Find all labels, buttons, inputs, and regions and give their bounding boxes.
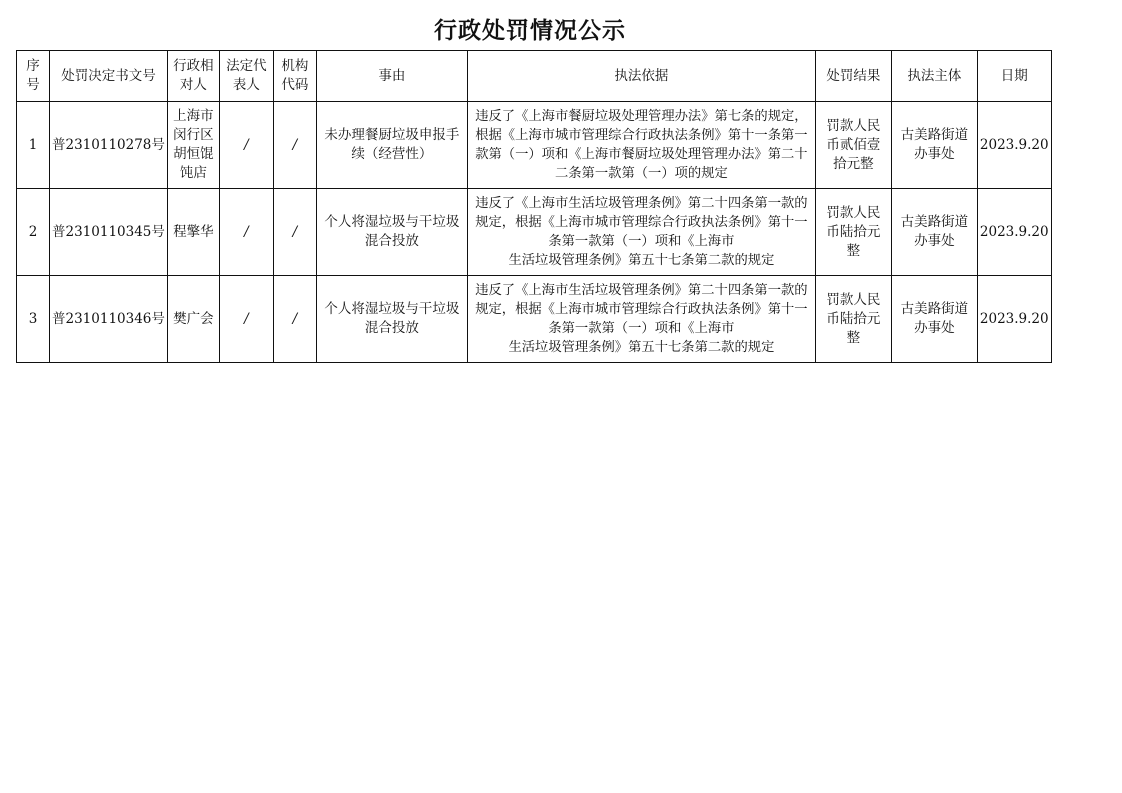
table-row [17, 102, 1052, 189]
header-doc-no: 处罚决定书文号 [50, 51, 168, 102]
header-reason: 事由 [316, 51, 467, 102]
cell-result: 罚款人民 币陆拾元 整 [815, 276, 891, 363]
header-date: 日期 [977, 51, 1051, 102]
cell-party: 程擎华 [167, 189, 219, 276]
header-result: 处罚结果 [815, 51, 891, 102]
cell-result: 罚款人民 币陆拾元 整 [815, 189, 891, 276]
cell-basis: 违反了《上海市生活垃圾管理条例》第二十四条第一款的规定，根据《上海市城市管理综合行政执法条例》第十一条第一款第（一）项和《上海市 生活垃圾管理条例》第五十七条第二款的规定 [467, 276, 815, 363]
cell-org-code: / [273, 189, 316, 276]
cell-doc-no: 普2310110346号 [50, 276, 168, 363]
cell-legal-rep: / [219, 189, 273, 276]
cell-reason: 个人将湿垃圾与干垃圾混合投放 [316, 189, 467, 276]
cell-party: 上海市 闵行区 胡恒馄 饨店 [167, 102, 219, 189]
table-row [17, 276, 1052, 363]
cell-basis: 违反了《上海市餐厨垃圾处理管理办法》第七条的规定，根据《上海市城市管理综合行政执法条例》第十一条第一款第（一）项和《上海市餐厨垃圾处理管理办法》第二十二条第一款第（一）项的规定 [467, 102, 815, 189]
penalty-table [16, 50, 1052, 363]
cell-authority: 古美路街道 办事处 [891, 189, 977, 276]
header-party: 行政相 对人 [167, 51, 219, 102]
cell-reason: 未办理餐厨垃圾申报手续（经营性） [316, 102, 467, 189]
header-seq: 序 号 [17, 51, 50, 102]
cell-result: 罚款人民 币贰佰壹 拾元整 [815, 102, 891, 189]
cell-seq: 2 [17, 189, 50, 276]
cell-date: 2023.9.20 [977, 276, 1051, 363]
header-legal-rep: 法定代 表人 [219, 51, 273, 102]
cell-doc-no: 普2310110278号 [50, 102, 168, 189]
cell-doc-no: 普2310110345号 [50, 189, 168, 276]
cell-legal-rep: / [219, 102, 273, 189]
cell-seq: 3 [17, 276, 50, 363]
cell-date: 2023.9.20 [977, 189, 1051, 276]
cell-date: 2023.9.20 [977, 102, 1051, 189]
cell-org-code: / [273, 102, 316, 189]
cell-legal-rep: / [219, 276, 273, 363]
header-basis: 执法依据 [467, 51, 815, 102]
cell-authority: 古美路街道 办事处 [891, 276, 977, 363]
table-row [17, 189, 1052, 276]
header-row [17, 51, 1052, 102]
cell-authority: 古美路街道 办事处 [891, 102, 977, 189]
cell-basis: 违反了《上海市生活垃圾管理条例》第二十四条第一款的规定，根据《上海市城市管理综合行政执法条例》第十一条第一款第（一）项和《上海市 生活垃圾管理条例》第五十七条第二款的规定 [467, 189, 815, 276]
header-org-code: 机构 代码 [273, 51, 316, 102]
cell-reason: 个人将湿垃圾与干垃圾混合投放 [316, 276, 467, 363]
cell-org-code: / [273, 276, 316, 363]
cell-seq: 1 [17, 102, 50, 189]
cell-party: 樊广会 [167, 276, 219, 363]
page-title: 行政处罚情况公示 [434, 18, 626, 44]
header-authority: 执法主体 [891, 51, 977, 102]
